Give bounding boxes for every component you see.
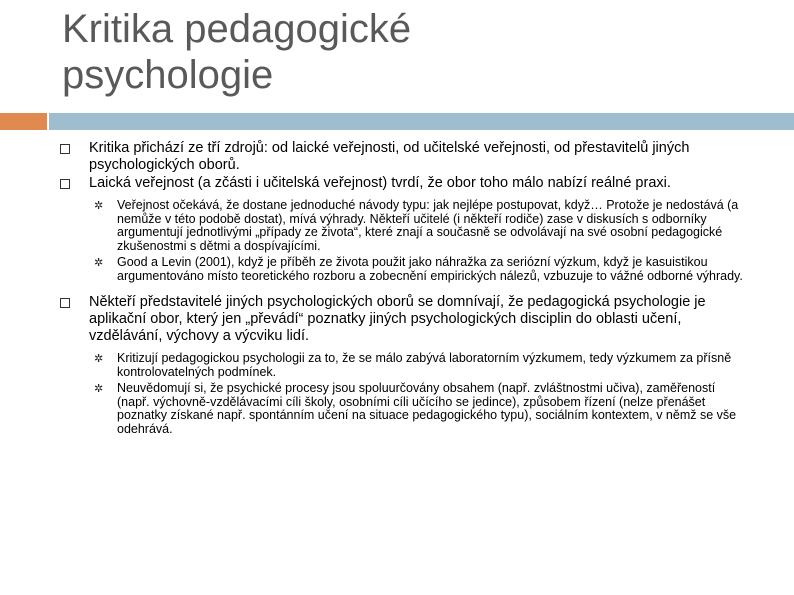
bullet-text: Kritika přichází ze tří zdrojů: od laické veřejnosti, od učitelské veřejnosti, od přestavitelů jiných psychologických oborů. xyxy=(89,140,690,173)
sub-bullet-item xyxy=(60,382,750,436)
square-bullet-icon xyxy=(60,298,70,308)
square-bullet-icon xyxy=(60,144,70,154)
slide-title-line2: psychologie xyxy=(62,53,274,97)
sub-bullet-text: Neuvědomují si, že psychické procesy jsou spoluurčovány obsahem (např. zvláštnostmi učiva), zaměřeností (např. výchovně-vzdělávacími cíli školy, osobními cíli učícího se jedince), způsobem řízení (nelze přenášet poznatky získané např. spontánním učení na situace pedagogického typu), sociálním kontextem, v němž se vše odehrává. xyxy=(117,381,737,436)
sub-bullet-item xyxy=(60,199,750,253)
sub-bullet-text: Kritizují pedagogickou psychologii za to, že se málo zabývá laboratorním výzkumem, tedy výzkumem za přísně kontrolovatelných podmínek. xyxy=(117,351,732,379)
sub-bullet-text: Good a Levin (2001), když je příběh ze života použit jako náhražka za seriózní výzkum, když je kasuistikou argumentováno místo teoretického rozboru a zobecnění empirických nálezů, vzbuzuje to vážné odborné výhrady. xyxy=(117,255,743,283)
bullet-item xyxy=(60,294,750,345)
star-bullet-icon: ✲ xyxy=(94,257,104,269)
bullet-item xyxy=(60,175,750,192)
star-bullet-icon: ✲ xyxy=(94,200,104,212)
slide-body xyxy=(60,140,750,439)
accent-bar-blue xyxy=(49,113,794,130)
accent-bar-orange xyxy=(0,113,47,130)
slide-title xyxy=(62,6,782,98)
bullet-item xyxy=(60,140,750,174)
slide-title-line1: Kritika pedagogické xyxy=(62,7,412,51)
star-bullet-icon: ✲ xyxy=(94,353,104,365)
square-bullet-icon xyxy=(60,179,70,189)
bullet-text: Laická veřejnost (a zčásti i učitelská veřejnost) tvrdí, že obor toho málo nabízí reálné praxi. xyxy=(89,175,671,191)
star-bullet-icon: ✲ xyxy=(94,383,104,395)
sub-bullet-text: Veřejnost očekává, že dostane jednoduché návody typu: jak nejlépe postupovat, když… Protože je nedostává (a nemůže v této podobě dostat), mívá výhrady. Někteří učitelé (i někteří rodiče) zase v diskusích s odborníky argumentují jednotlivými „případy ze života“, které znají a současně se odvolávají na své osobní pedagogické zkušenostmi s dětmi a dospívajícími. xyxy=(117,198,739,253)
sub-bullet-item xyxy=(60,352,750,379)
bullet-text: Někteří představitelé jiných psychologických oborů se domnívají, že pedagogická psychologie je aplikační obor, který jen „převádí“ poznatky jiných psychologických disciplin do oblasti učení, vzdělávání, výchovy a výcviku lidí. xyxy=(89,294,706,344)
sub-bullet-item xyxy=(60,256,750,283)
